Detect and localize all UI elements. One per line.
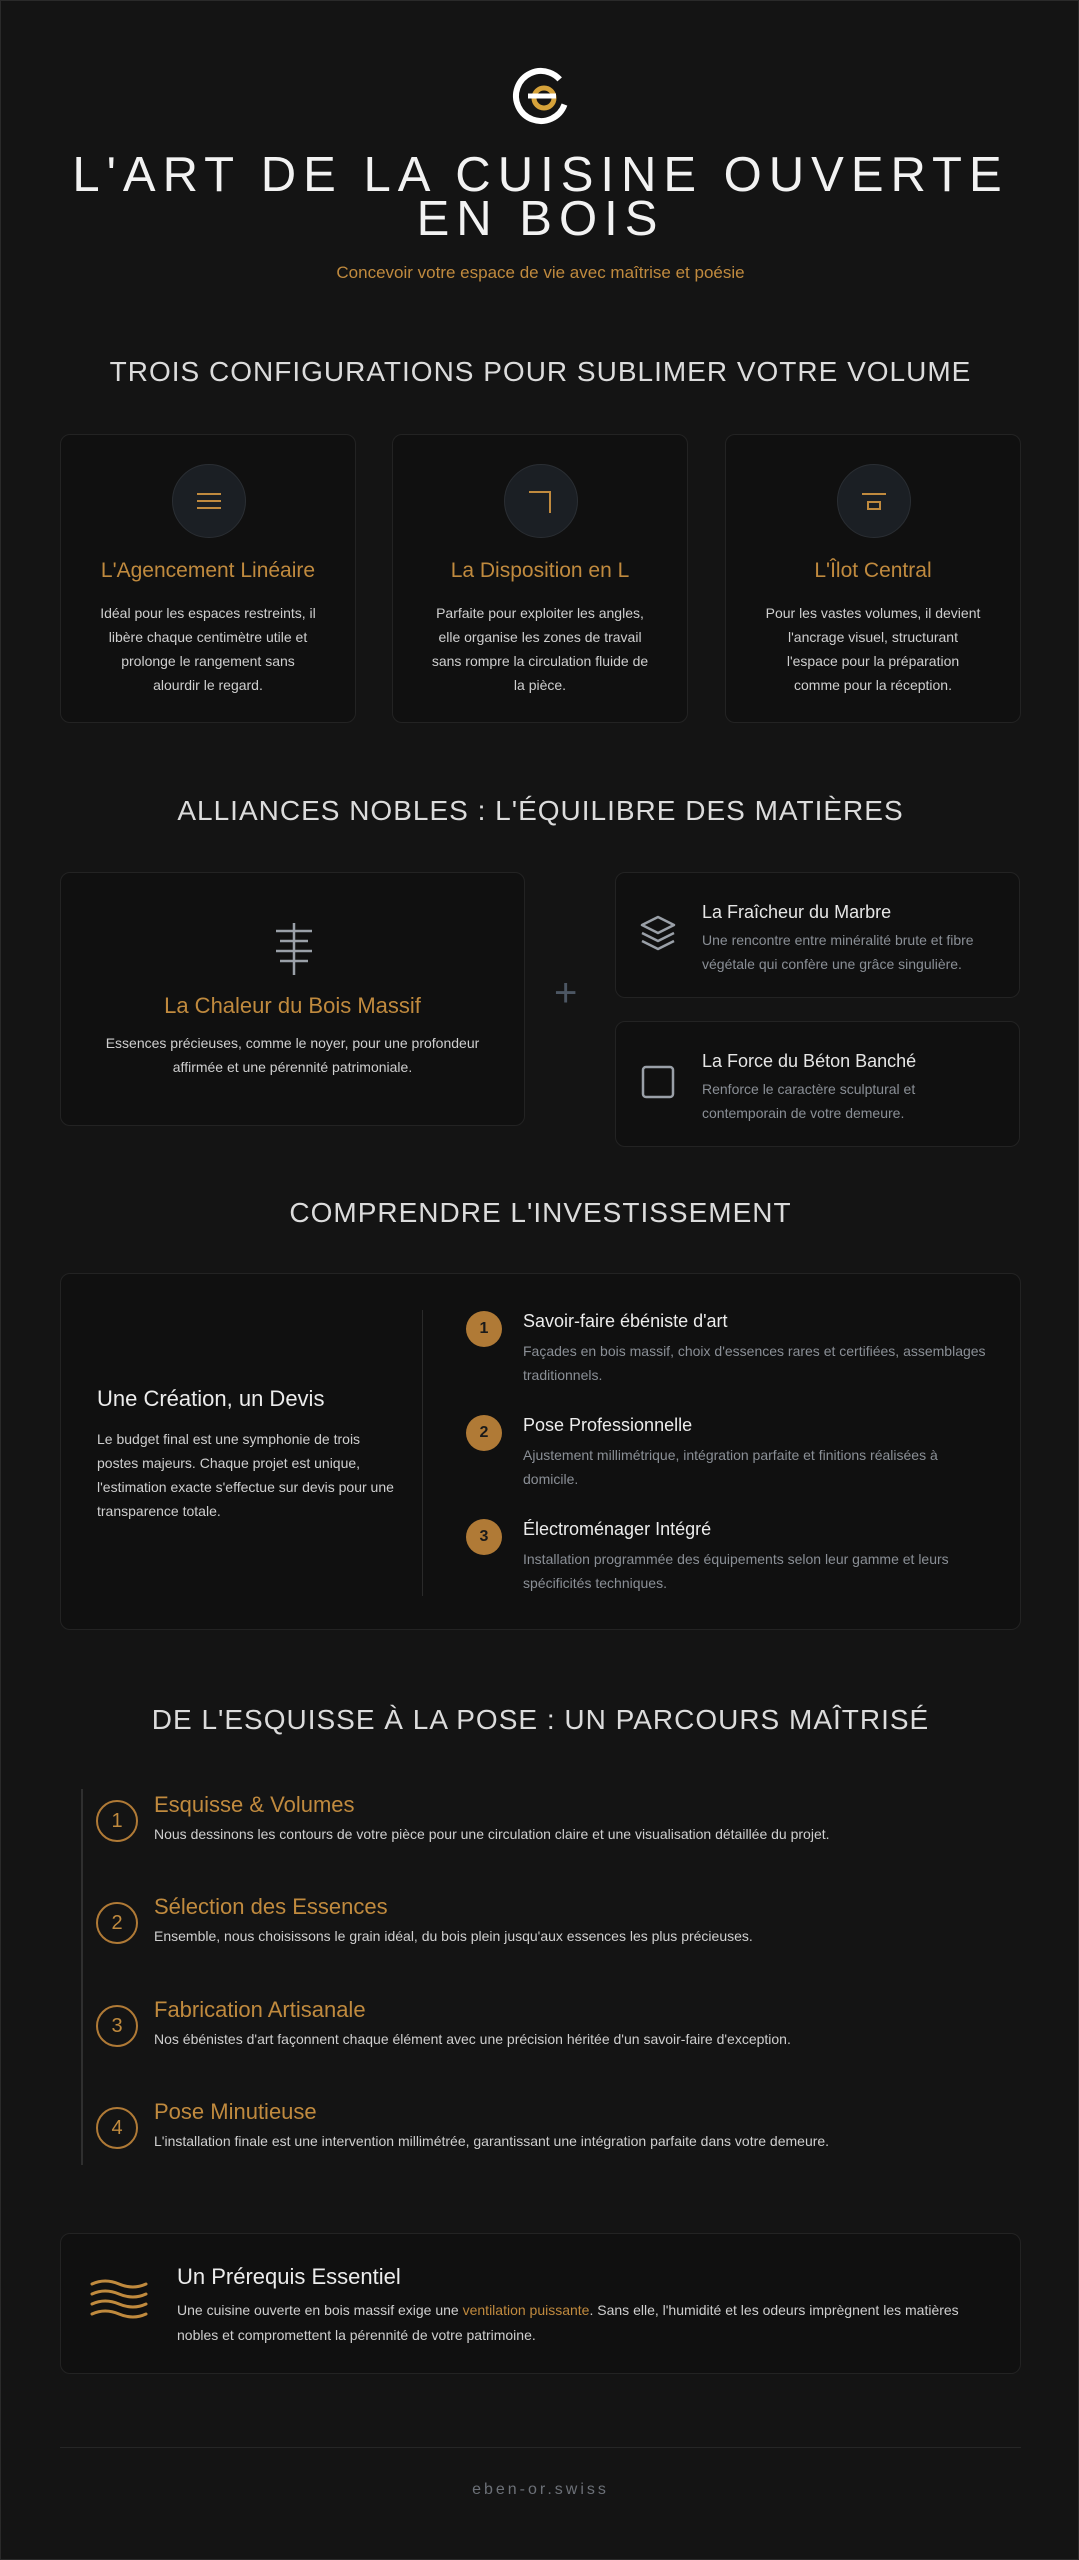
wood-grain-icon [272, 921, 316, 977]
footer-divider [60, 2447, 1021, 2448]
wood-card [60, 872, 525, 1126]
linear-lines-icon [172, 464, 246, 538]
timeline-title: Esquisse & Volumes [154, 1792, 355, 1817]
timeline-text: L'installation finale est une intervention millimétrée, garantissant une intégration parfaite dans votre demeure. [154, 2133, 830, 2149]
investment-left-text: Le budget final est une symphonie de trois postes majeurs. Chaque projet est unique, l'estimation exacte s'effectue sur devis pour une transparence totale. [97, 1431, 394, 1519]
config-card-island [725, 434, 1021, 723]
concrete-text: Renforce le caractère sculptural et contemporain de votre demeure. [702, 1081, 916, 1121]
investment-left-title: Une Création, un Devis [97, 1386, 325, 1411]
timeline-text: Nous dessinons les contours de votre pièce pour une circulation claire et une visualisation détaillée du projet. [154, 1826, 830, 1842]
timeline-number: 4 [96, 2107, 138, 2149]
step-text: Façades en bois massif, choix d'essences rares et certifiées, assemblages traditionnels. [523, 1343, 986, 1383]
step-number: 3 [466, 1519, 502, 1555]
prerequisite-text-start: Une cuisine ouverte en bois massif exige une [177, 2302, 463, 2318]
prerequisite-text-end: . Sans elle, l'humidité et les odeurs imprègnent les matières nobles et compromettent la pérennité de votre patrimoine. [177, 2302, 959, 2343]
configurations-title: TROIS CONFIGURATIONS POUR SUBLIMER VOTRE VOLUME [109, 356, 972, 387]
concrete-title: La Force du Béton Banché [702, 1051, 917, 1071]
page-subtitle: Concevoir votre espace de vie avec maîtrise et poésie [336, 263, 745, 282]
divider [422, 1310, 423, 1596]
timeline-text: Nos ébénistes d'art façonnent chaque élément avec une précision héritée d'un savoir-faire d'exception. [154, 2031, 791, 2047]
materials-title: ALLIANCES NOBLES : L'ÉQUILIBRE DES MATIÈRES [177, 795, 904, 826]
title-line-2: EN BOIS [416, 192, 665, 246]
footer-domain: eben-or.swiss [472, 2481, 609, 2498]
config-card-linear [60, 434, 356, 723]
timeline-title: Pose Minutieuse [154, 2099, 317, 2124]
marble-text: Une rencontre entre minéralité brute et fibre végétale qui confère une grâce singulière. [702, 932, 974, 972]
ventilation-waves-icon [89, 2276, 149, 2320]
step-title: Électroménager Intégré [523, 1519, 712, 1539]
prerequisite-card [60, 2233, 1021, 2374]
config-text: Pour les vastes volumes, il devient l'ancrage visuel, structurant l'espace pour la préparation comme pour la réception. [765, 605, 981, 693]
step-text: Ajustement millimétrique, intégration parfaite et finitions réalisées à domicile. [523, 1447, 938, 1487]
investment-card [60, 1273, 1021, 1630]
title-line-1: L'ART DE LA CUISINE OUVERTE [72, 148, 1009, 202]
timeline-text: Ensemble, nous choisissons le grain idéal, du bois plein jusqu'aux essences les plus précieuses. [154, 1928, 753, 1944]
prerequisite-text [177, 2298, 990, 2348]
config-title: L'Îlot Central [814, 559, 932, 582]
step-number: 2 [466, 1415, 502, 1451]
island-icon [837, 464, 911, 538]
step-number: 1 [466, 1311, 502, 1347]
config-title: La Disposition en L [450, 559, 630, 582]
l-corner-icon [504, 464, 578, 538]
timeline-number: 1 [96, 1800, 138, 1842]
prerequisite-highlight: ventilation puissante [462, 2302, 590, 2318]
step-title: Savoir-faire ébéniste d'art [523, 1311, 728, 1331]
marble-title: La Fraîcheur du Marbre [702, 902, 892, 922]
timeline-number: 2 [96, 1902, 138, 1944]
investment-title: COMPRENDRE L'INVESTISSEMENT [289, 1197, 792, 1228]
timeline-number: 3 [96, 2005, 138, 2047]
wood-title: La Chaleur du Bois Massif [164, 993, 421, 1018]
marble-card [615, 872, 1020, 998]
wood-text: Essences précieuses, comme le noyer, pour une profondeur affirmée et une pérennité patrimoniale. [105, 1035, 480, 1075]
prerequisite-title: Un Prérequis Essentiel [177, 2264, 401, 2289]
timeline-title: Fabrication Artisanale [154, 1997, 366, 2022]
config-text: Parfaite pour exploiter les angles, elle organise les zones de travail sans rompre la circulation fluide de la pièce. [431, 605, 649, 693]
layers-icon [638, 913, 678, 953]
brand-e-logo-icon [510, 65, 572, 127]
plus-sign: + [554, 971, 578, 1015]
concrete-card [615, 1021, 1020, 1147]
page-title [1, 148, 1079, 246]
config-card-l-shape [392, 434, 688, 723]
square-icon [638, 1062, 678, 1102]
timeline-title: Sélection des Essences [154, 1894, 388, 1919]
step-title: Pose Professionnelle [523, 1415, 693, 1435]
timeline-line [81, 1789, 83, 2165]
process-title: DE L'ESQUISSE À LA POSE : UN PARCOURS MAÎTRISÉ [151, 1704, 930, 1735]
config-title: L'Agencement Linéaire [100, 559, 316, 582]
step-text: Installation programmée des équipements selon leur gamme et leurs spécificités techniques. [523, 1551, 949, 1591]
config-text: Idéal pour les espaces restreints, il libère chaque centimètre utile et prolonge le rangement sans alourdir le regard. [100, 605, 316, 693]
